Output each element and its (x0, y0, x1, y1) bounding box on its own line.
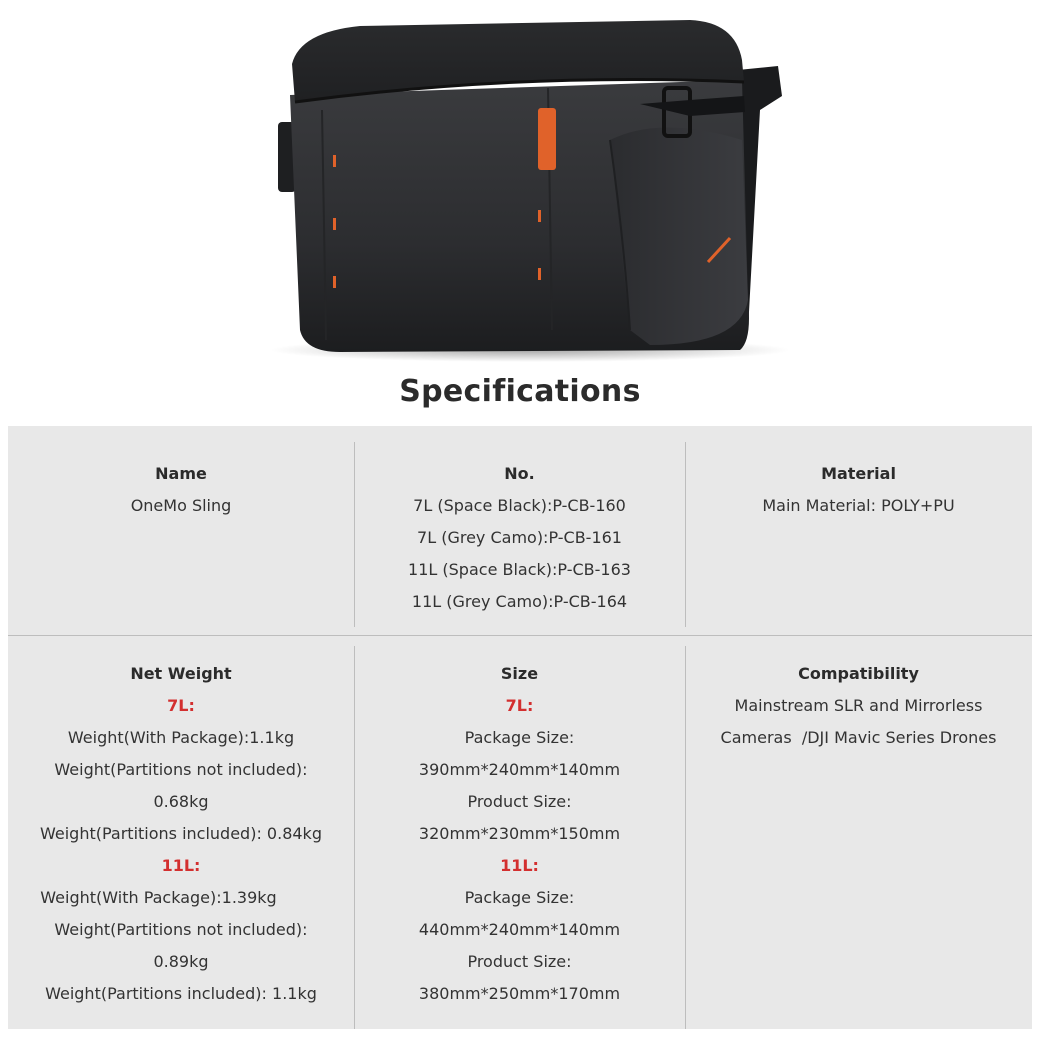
variant-label-7l: 7L: (167, 696, 195, 715)
size-value: Product Size: (467, 792, 572, 811)
sling-bag-image (0, 0, 1040, 372)
weight-value: Weight(Partitions not included): (54, 760, 308, 779)
number-value: 11L (Space Black):P-CB-163 (408, 560, 631, 579)
size-value: 390mm*240mm*140mm (418, 760, 621, 779)
material-value: Main Material: POLY+PU (762, 496, 955, 515)
page-title: Specifications (399, 374, 641, 409)
material-cell (685, 426, 1032, 635)
compatibility-value: Mainstream SLR and Mirrorless (734, 696, 983, 715)
column-divider (354, 442, 355, 627)
compatibility-header: Compatibility (798, 664, 919, 683)
number-value: 7L (Space Black):P-CB-160 (413, 496, 626, 515)
column-divider (354, 646, 355, 1029)
size-value: Package Size: (464, 888, 575, 907)
column-divider (685, 442, 686, 627)
weight-value: 0.68kg (153, 792, 209, 811)
spec-row-1 (8, 426, 1032, 635)
size-value: 380mm*250mm*170mm (418, 984, 621, 1003)
weight-value: Weight(With Package):1.1kg (67, 728, 295, 747)
weight-value: Weight(Partitions not included): (54, 920, 308, 939)
variant-label-11l: 11L: (161, 856, 201, 875)
name-cell (8, 426, 354, 635)
variant-label-11l: 11L: (500, 856, 539, 875)
variant-label-7l: 7L: (505, 696, 534, 715)
weight-value: Weight(Partitions included): 0.84kg (40, 824, 322, 843)
spec-table (8, 426, 1032, 1029)
size-value: 320mm*230mm*150mm (418, 824, 621, 843)
compatibility-value: Cameras /DJI Mavic Series Drones (720, 728, 997, 747)
name-header: Name (155, 464, 207, 483)
number-value: 11L (Grey Camo):P-CB-164 (411, 592, 628, 611)
weight-value: 0.89kg (153, 952, 209, 971)
column-divider (685, 646, 686, 1029)
size-value: Product Size: (467, 952, 572, 971)
name-value: OneMo Sling (130, 496, 232, 515)
net-weight-header: Net Weight (130, 664, 232, 683)
net-weight-cell (8, 636, 354, 1029)
number-cell (354, 426, 685, 635)
size-value: Package Size: (464, 728, 575, 747)
compatibility-cell (685, 636, 1032, 1029)
size-value: 440mm*240mm*140mm (418, 920, 621, 939)
spec-row-2 (8, 636, 1032, 1029)
orange-tab-icon (538, 108, 556, 170)
weight-value: Weight(Partitions included): 1.1kg (45, 984, 317, 1003)
product-hero (0, 0, 1040, 372)
number-header: No. (504, 464, 535, 483)
material-header: Material (821, 464, 896, 483)
size-header: Size (500, 664, 539, 683)
size-cell (354, 636, 685, 1029)
number-value: 7L (Grey Camo):P-CB-161 (417, 528, 622, 547)
weight-value: Weight(With Package):1.39kg (40, 888, 277, 907)
